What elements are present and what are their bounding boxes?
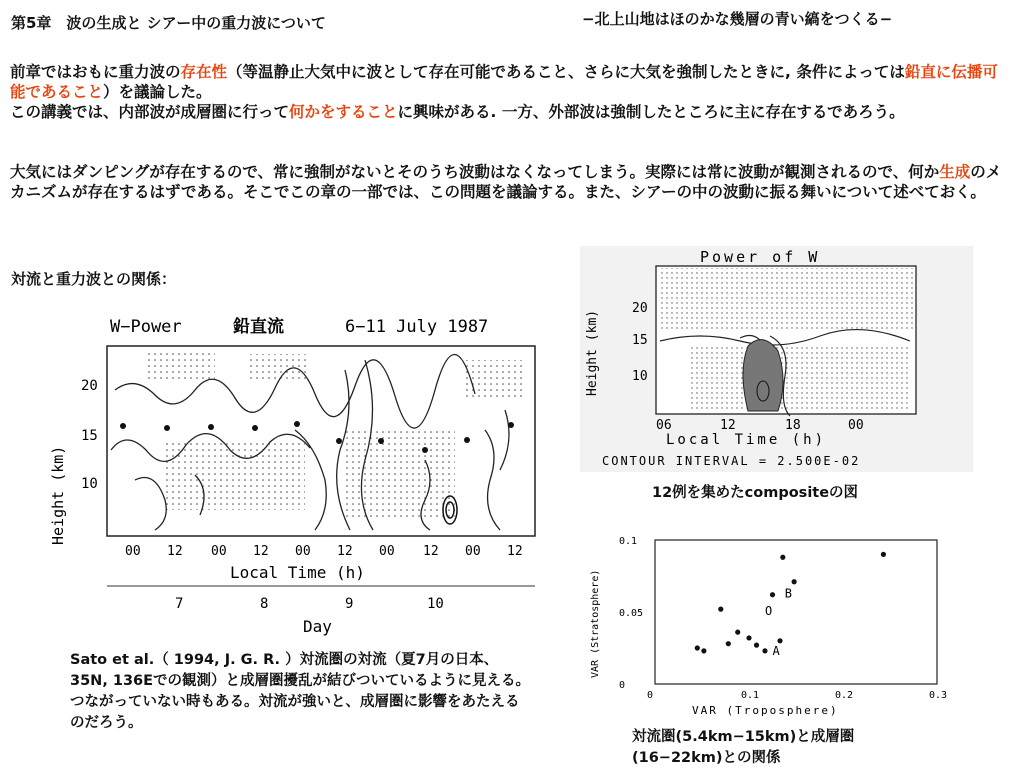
w-power-xtick: 12 xyxy=(507,544,523,559)
scatter-point xyxy=(762,648,767,653)
chapter-title: 第5章 波の生成と シアー中の重力波について xyxy=(11,14,326,32)
power-of-w-ytick: 10 xyxy=(632,369,648,384)
power-of-w-xtick: 12 xyxy=(720,418,736,433)
w-power-xtick: 12 xyxy=(253,544,269,559)
scatter-point xyxy=(881,552,886,557)
damping-paragraph xyxy=(10,162,1005,202)
stipple-region xyxy=(345,430,455,520)
left-caption: Sato et al.（ 1994, J. G. R. ）対流圏の対流（夏7月の日本、35N, 136Eでの観測）と成層圏擾乱が結びついているように見える。つながっていない時もある。対流が強いと、成層圏に影響をあたえるのだろう。 xyxy=(70,652,531,731)
highlight-doing-something: 何かをすること xyxy=(289,103,398,121)
intro-text-3: ）を議論した。 xyxy=(103,83,212,101)
w-power-title: W−Power xyxy=(110,317,182,337)
highlight-generation: 生成 xyxy=(939,163,971,181)
scatter-annotation: B xyxy=(784,586,792,601)
scatter-annotation: A xyxy=(772,644,780,659)
stipple-region xyxy=(690,346,910,412)
w-power-xtick: 00 xyxy=(295,544,311,559)
day-tick: 10 xyxy=(427,596,444,612)
stipple-region xyxy=(165,440,305,510)
scatter-point xyxy=(726,641,731,646)
stipple-region xyxy=(658,268,914,330)
power-of-w-figure xyxy=(580,246,973,472)
scatter-point xyxy=(754,643,759,648)
variance-scatter-chart xyxy=(582,528,962,720)
intro-text-4: この講義では、内部波が成層圏に行って xyxy=(10,103,290,121)
power-of-w-ytick: 15 xyxy=(632,333,648,348)
damping-text-2: のメカニズムが存在するはずである。そこでこの章の一部では、この問題を議論する。また、シアーの中の波動に振る舞いについて述べておく。 xyxy=(10,163,1002,201)
scatter-xtick: 0.3 xyxy=(929,690,948,701)
power-of-w-ytick: 20 xyxy=(632,301,648,316)
w-power-ytick: 20 xyxy=(81,378,98,394)
highlight-vertical-propagation: 鉛直に伝播可能であること xyxy=(10,63,998,101)
scatter-point xyxy=(735,630,740,635)
w-power-xtick: 12 xyxy=(337,544,353,559)
scatter-point xyxy=(695,645,700,650)
top-right-caption: 12例を集めたcompositeの図 xyxy=(652,485,859,501)
intro-text-1: 前章ではおもに重力波の xyxy=(10,63,181,81)
scatter-point xyxy=(792,579,797,584)
w-power-ytick: 10 xyxy=(81,476,98,492)
w-power-title-jp: 鉛直流 xyxy=(233,317,284,337)
w-power-xlabel: Local Time (h) xyxy=(230,563,365,582)
intro-text-5: に興味がある. 一方、外部波は強制したところに主に存在するであろう。 xyxy=(397,103,905,121)
w-power-ytick: 15 xyxy=(81,428,98,444)
scatter-xlabel: VAR (Troposphere) xyxy=(692,704,839,717)
chapter-tagline: −北上山地はほのかな幾層の青い縞をつくる− xyxy=(582,10,893,28)
day-tick: 7 xyxy=(175,596,184,612)
w-power-xtick: 12 xyxy=(167,544,183,559)
power-of-w-xtick: 18 xyxy=(785,418,801,433)
scatter-point xyxy=(701,648,706,653)
intro-paragraph xyxy=(10,62,1000,122)
scatter-point xyxy=(780,555,785,560)
scatter-annotation: O xyxy=(764,603,773,618)
w-power-xtick: 00 xyxy=(125,544,141,559)
power-of-w-title: Power of W xyxy=(700,248,821,266)
day-tick: 8 xyxy=(260,596,269,612)
scatter-ytick: 0 xyxy=(619,680,626,691)
scatter-plot-frame xyxy=(655,540,937,684)
contour-interval-note: CONTOUR INTERVAL = 2.500E-02 xyxy=(602,454,861,468)
day-tick: 9 xyxy=(345,596,354,612)
scatter-xtick: 0 xyxy=(647,690,654,701)
section-heading: 対流と重力波との関係： xyxy=(11,270,177,288)
w-power-xtick: 00 xyxy=(379,544,395,559)
highlight-existence: 存在性 xyxy=(180,63,228,81)
power-maximum xyxy=(743,340,783,411)
stipple-region xyxy=(465,360,525,400)
w-power-xtick: 00 xyxy=(211,544,227,559)
scatter-point xyxy=(746,635,751,640)
power-of-w-xtick: 06 xyxy=(656,418,672,433)
scatter-xtick: 0.2 xyxy=(835,690,854,701)
bottom-right-caption: 対流圏(5.4km−15km)と成層圏(16−22km)との関係 xyxy=(632,729,855,766)
intro-text-2: （等温静止大気中に波として存在可能であること、さらに大気を強制したときに, 条件によっては xyxy=(227,63,905,81)
power-of-w-xlabel: Local Time (h) xyxy=(666,432,827,448)
w-power-xtick: 12 xyxy=(423,544,439,559)
scatter-point xyxy=(777,638,782,643)
stipple-region xyxy=(145,350,215,382)
scatter-ylabel: VAR (Stratosphere) xyxy=(590,569,601,678)
day-label: Day xyxy=(303,617,332,636)
scatter-ytick: 0.1 xyxy=(619,536,638,547)
scatter-point xyxy=(770,592,775,597)
w-power-xtick: 00 xyxy=(465,544,481,559)
damping-text-1: 大気にはダンピングが存在するので、常に強制がないとそのうち波動はなくなってしまう。実際には常に波動が観測されるので、何か xyxy=(10,163,940,181)
scatter-point xyxy=(718,607,723,612)
w-power-figure xyxy=(45,310,555,640)
scatter-xtick: 0.1 xyxy=(741,690,760,701)
power-of-w-ylabel: Height (km) xyxy=(585,309,600,396)
w-power-date: 6−11 July 1987 xyxy=(345,317,489,337)
power-of-w-xtick: 00 xyxy=(848,418,864,433)
scatter-ytick: 0.05 xyxy=(619,608,644,619)
w-power-ylabel: Height (km) xyxy=(49,445,67,545)
